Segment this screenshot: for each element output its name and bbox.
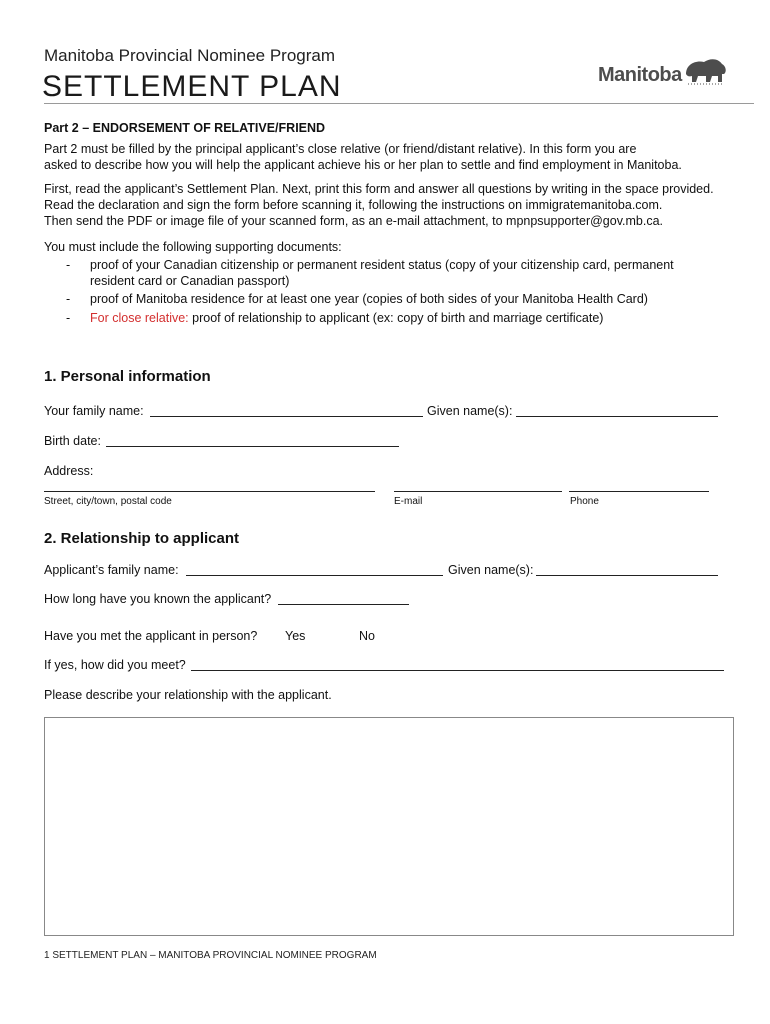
met-in-person-label: Have you met the applicant in person? <box>44 629 258 643</box>
document-item-relationship <box>90 311 603 325</box>
bison-icon <box>682 54 728 90</box>
how-met-field[interactable] <box>191 670 724 671</box>
email-caption: E-mail <box>394 496 423 507</box>
family-name-label: Your family name: <box>44 404 144 418</box>
page-footer: 1 SETTLEMENT PLAN – MANITOBA PROVINCIAL NOMINEE PROGRAM <box>44 950 377 961</box>
instructions-line3: Then send the PDF or image file of your scanned form, as an e-mail attachment, to mpnpsupporter@gov.mb.ca. <box>44 214 664 228</box>
intro-text-line1: Part 2 must be filled by the principal applicant’s close relative (or friend/distant relative). In this form you are <box>44 142 637 156</box>
describe-relationship-label: Please describe your relationship with the applicant. <box>44 688 332 702</box>
street-field[interactable] <box>44 491 375 492</box>
bullet-marker: - <box>66 311 71 325</box>
address-label: Address: <box>44 464 94 478</box>
part-heading: Part 2 – ENDORSEMENT OF RELATIVE/FRIEND <box>44 121 326 135</box>
no-option[interactable]: No <box>359 629 375 643</box>
how-long-label: How long have you known the applicant? <box>44 592 272 606</box>
document-item-citizenship-line1: proof of your Canadian citizenship or permanent resident status (copy of your citizenship card, permanent <box>90 258 674 272</box>
birth-date-label: Birth date: <box>44 434 101 448</box>
documents-intro: You must include the following supporting documents: <box>44 240 342 254</box>
phone-field[interactable] <box>569 491 709 492</box>
applicant-family-name-label: Applicant’s family name: <box>44 563 179 577</box>
manitoba-logo <box>598 54 728 94</box>
instructions-line1: First, read the applicant’s Settlement Plan. Next, print this form and answer all questions by writing in the space provided. <box>44 182 714 196</box>
header-divider <box>44 103 754 104</box>
document-item-citizenship-line2: resident card or Canadian passport) <box>90 274 290 288</box>
relationship-proof-text: proof of relationship to applicant (ex: copy of birth and marriage certificate) <box>192 311 604 325</box>
birth-date-field[interactable] <box>106 446 399 447</box>
email-field[interactable] <box>394 491 562 492</box>
bullet-marker: - <box>66 258 71 272</box>
applicant-given-names-label: Given name(s): <box>448 563 534 577</box>
document-item-residence: proof of Manitoba residence for at least one year (copies of both sides of your Manitoba Health Card) <box>90 292 648 306</box>
applicant-family-name-field[interactable] <box>186 575 443 576</box>
program-name: Manitoba Provincial Nominee Program <box>44 46 336 65</box>
street-caption: Street, city/town, postal code <box>44 496 172 507</box>
how-long-field[interactable] <box>278 604 409 605</box>
section-relationship-heading: 2. Relationship to applicant <box>44 530 240 547</box>
intro-text-line2: asked to describe how you will help the applicant achieve his or her plan to settle and find employment in Manitoba. <box>44 158 682 172</box>
phone-caption: Phone <box>570 496 599 507</box>
logo-text: Manitoba <box>598 64 682 86</box>
how-met-label: If yes, how did you meet? <box>44 658 186 672</box>
relationship-description-textarea[interactable] <box>44 717 734 936</box>
yes-option[interactable]: Yes <box>285 629 306 643</box>
applicant-given-names-field[interactable] <box>536 575 718 576</box>
section-personal-heading: 1. Personal information <box>44 368 211 385</box>
page-title: SETTLEMENT PLAN <box>42 70 342 103</box>
given-names-label: Given name(s): <box>427 404 513 418</box>
family-name-field[interactable] <box>150 416 423 417</box>
close-relative-label: For close relative: <box>90 311 189 325</box>
given-names-field[interactable] <box>516 416 718 417</box>
instructions-line2: Read the declaration and sign the form before scanning it, following the instructions on immigratemanitoba.com. <box>44 198 663 212</box>
bullet-marker: - <box>66 292 71 306</box>
